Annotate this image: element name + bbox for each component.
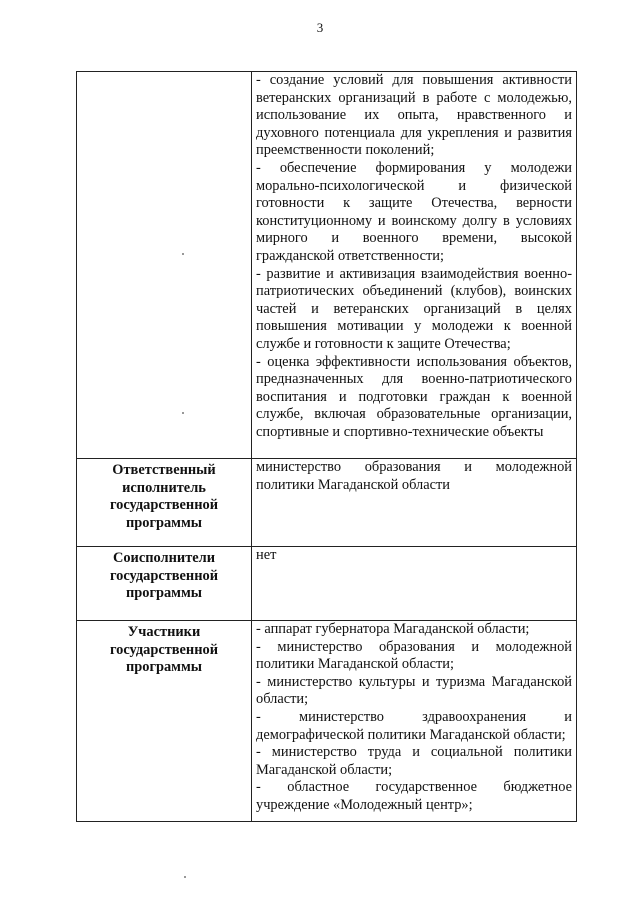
content-line: преемственности поколений; — [256, 142, 435, 159]
content-line: - министерство здравоохранения и — [256, 708, 572, 725]
content-line: политики Магаданской области — [256, 476, 450, 493]
label-line: программы — [125, 659, 203, 676]
content-line: учреждение «Молодежный центр»; — [256, 796, 473, 813]
page-number: 3 — [316, 20, 324, 35]
content-cell — [252, 621, 577, 822]
label-cell — [77, 459, 252, 547]
label-line: Соисполнители — [112, 550, 216, 566]
content-line: повышения мотивации у молодежи к военной — [256, 318, 572, 335]
label-line: Участники — [127, 624, 201, 640]
label-cell — [77, 621, 252, 822]
content-line: готовности к защите Отечества, верности — [256, 195, 572, 212]
label-cell — [77, 72, 252, 459]
content-line: - министерство образования и молодежной — [256, 638, 572, 655]
content-line: демографической политики Магаданской области; — [256, 726, 566, 743]
table-row — [77, 621, 577, 822]
scan-speck — [182, 253, 184, 255]
content-line: духовного потенциала для укрепления и развития — [256, 124, 572, 141]
content-line: - создание условий для повышения активности — [256, 72, 572, 88]
content-line: патриотических объединений (клубов), воинских — [256, 283, 572, 300]
label-cell — [77, 547, 252, 621]
content-line: морально-психологической и физической — [256, 177, 572, 194]
content-line: - обеспечение формирования у молодежи — [256, 159, 572, 176]
program-passport-table — [76, 71, 577, 822]
label-line: государственной — [109, 641, 219, 658]
label-line: исполнитель — [122, 479, 206, 496]
content-line: спортивные и спортивно-технические объекты — [256, 423, 544, 440]
content-line: ветеранских организаций в работе с молодежью, — [256, 89, 572, 106]
content-line: предназначенных для военно-патриотического — [256, 371, 572, 388]
label-line: государственной — [109, 497, 219, 514]
label-line: Ответственный — [112, 462, 216, 478]
content-line: конституционному и воинскому долгу в условиях — [256, 212, 572, 229]
content-line: - оценка эффективности использования объектов, — [256, 353, 572, 370]
content-line: Магаданской области; — [256, 761, 393, 778]
content-line: частей и ветеранских организаций в целях — [256, 300, 572, 317]
table-row — [77, 459, 577, 547]
content-cell — [252, 72, 577, 459]
label-line: программы — [125, 514, 203, 531]
content-line: мирного и военного времени, высокой — [256, 230, 572, 247]
content-line: - областное государственное бюджетное — [256, 779, 572, 796]
scan-speck — [182, 412, 184, 414]
content-line: министерство образования и молодежной — [256, 459, 572, 475]
content-line: - развитие и активизация взаимодействия военно- — [256, 265, 572, 282]
content-line: области; — [256, 691, 309, 708]
content-line: использование их опыта, нравственного и — [256, 107, 572, 124]
scan-speck — [184, 876, 186, 878]
content-line: гражданской ответственности; — [256, 247, 444, 264]
content-cell — [252, 547, 577, 621]
content-line: политики Магаданской области; — [256, 656, 454, 673]
content-line: нет — [256, 547, 277, 563]
content-line: - аппарат губернатора Магаданской области; — [256, 621, 530, 637]
content-cell — [252, 459, 577, 547]
content-line: службе и готовности к защите Отечества; — [256, 335, 511, 352]
content-line: - министерство культуры и туризма Магаданской — [256, 673, 572, 690]
content-line: воспитания и подготовки граждан к военной — [256, 388, 572, 405]
table-row — [77, 547, 577, 621]
table-row — [77, 72, 577, 459]
content-line: службе, включая образовательные организации, — [256, 406, 572, 423]
label-line: программы — [125, 585, 203, 602]
label-line: государственной — [109, 567, 219, 584]
content-line: - министерство труда и социальной политики — [256, 744, 572, 761]
